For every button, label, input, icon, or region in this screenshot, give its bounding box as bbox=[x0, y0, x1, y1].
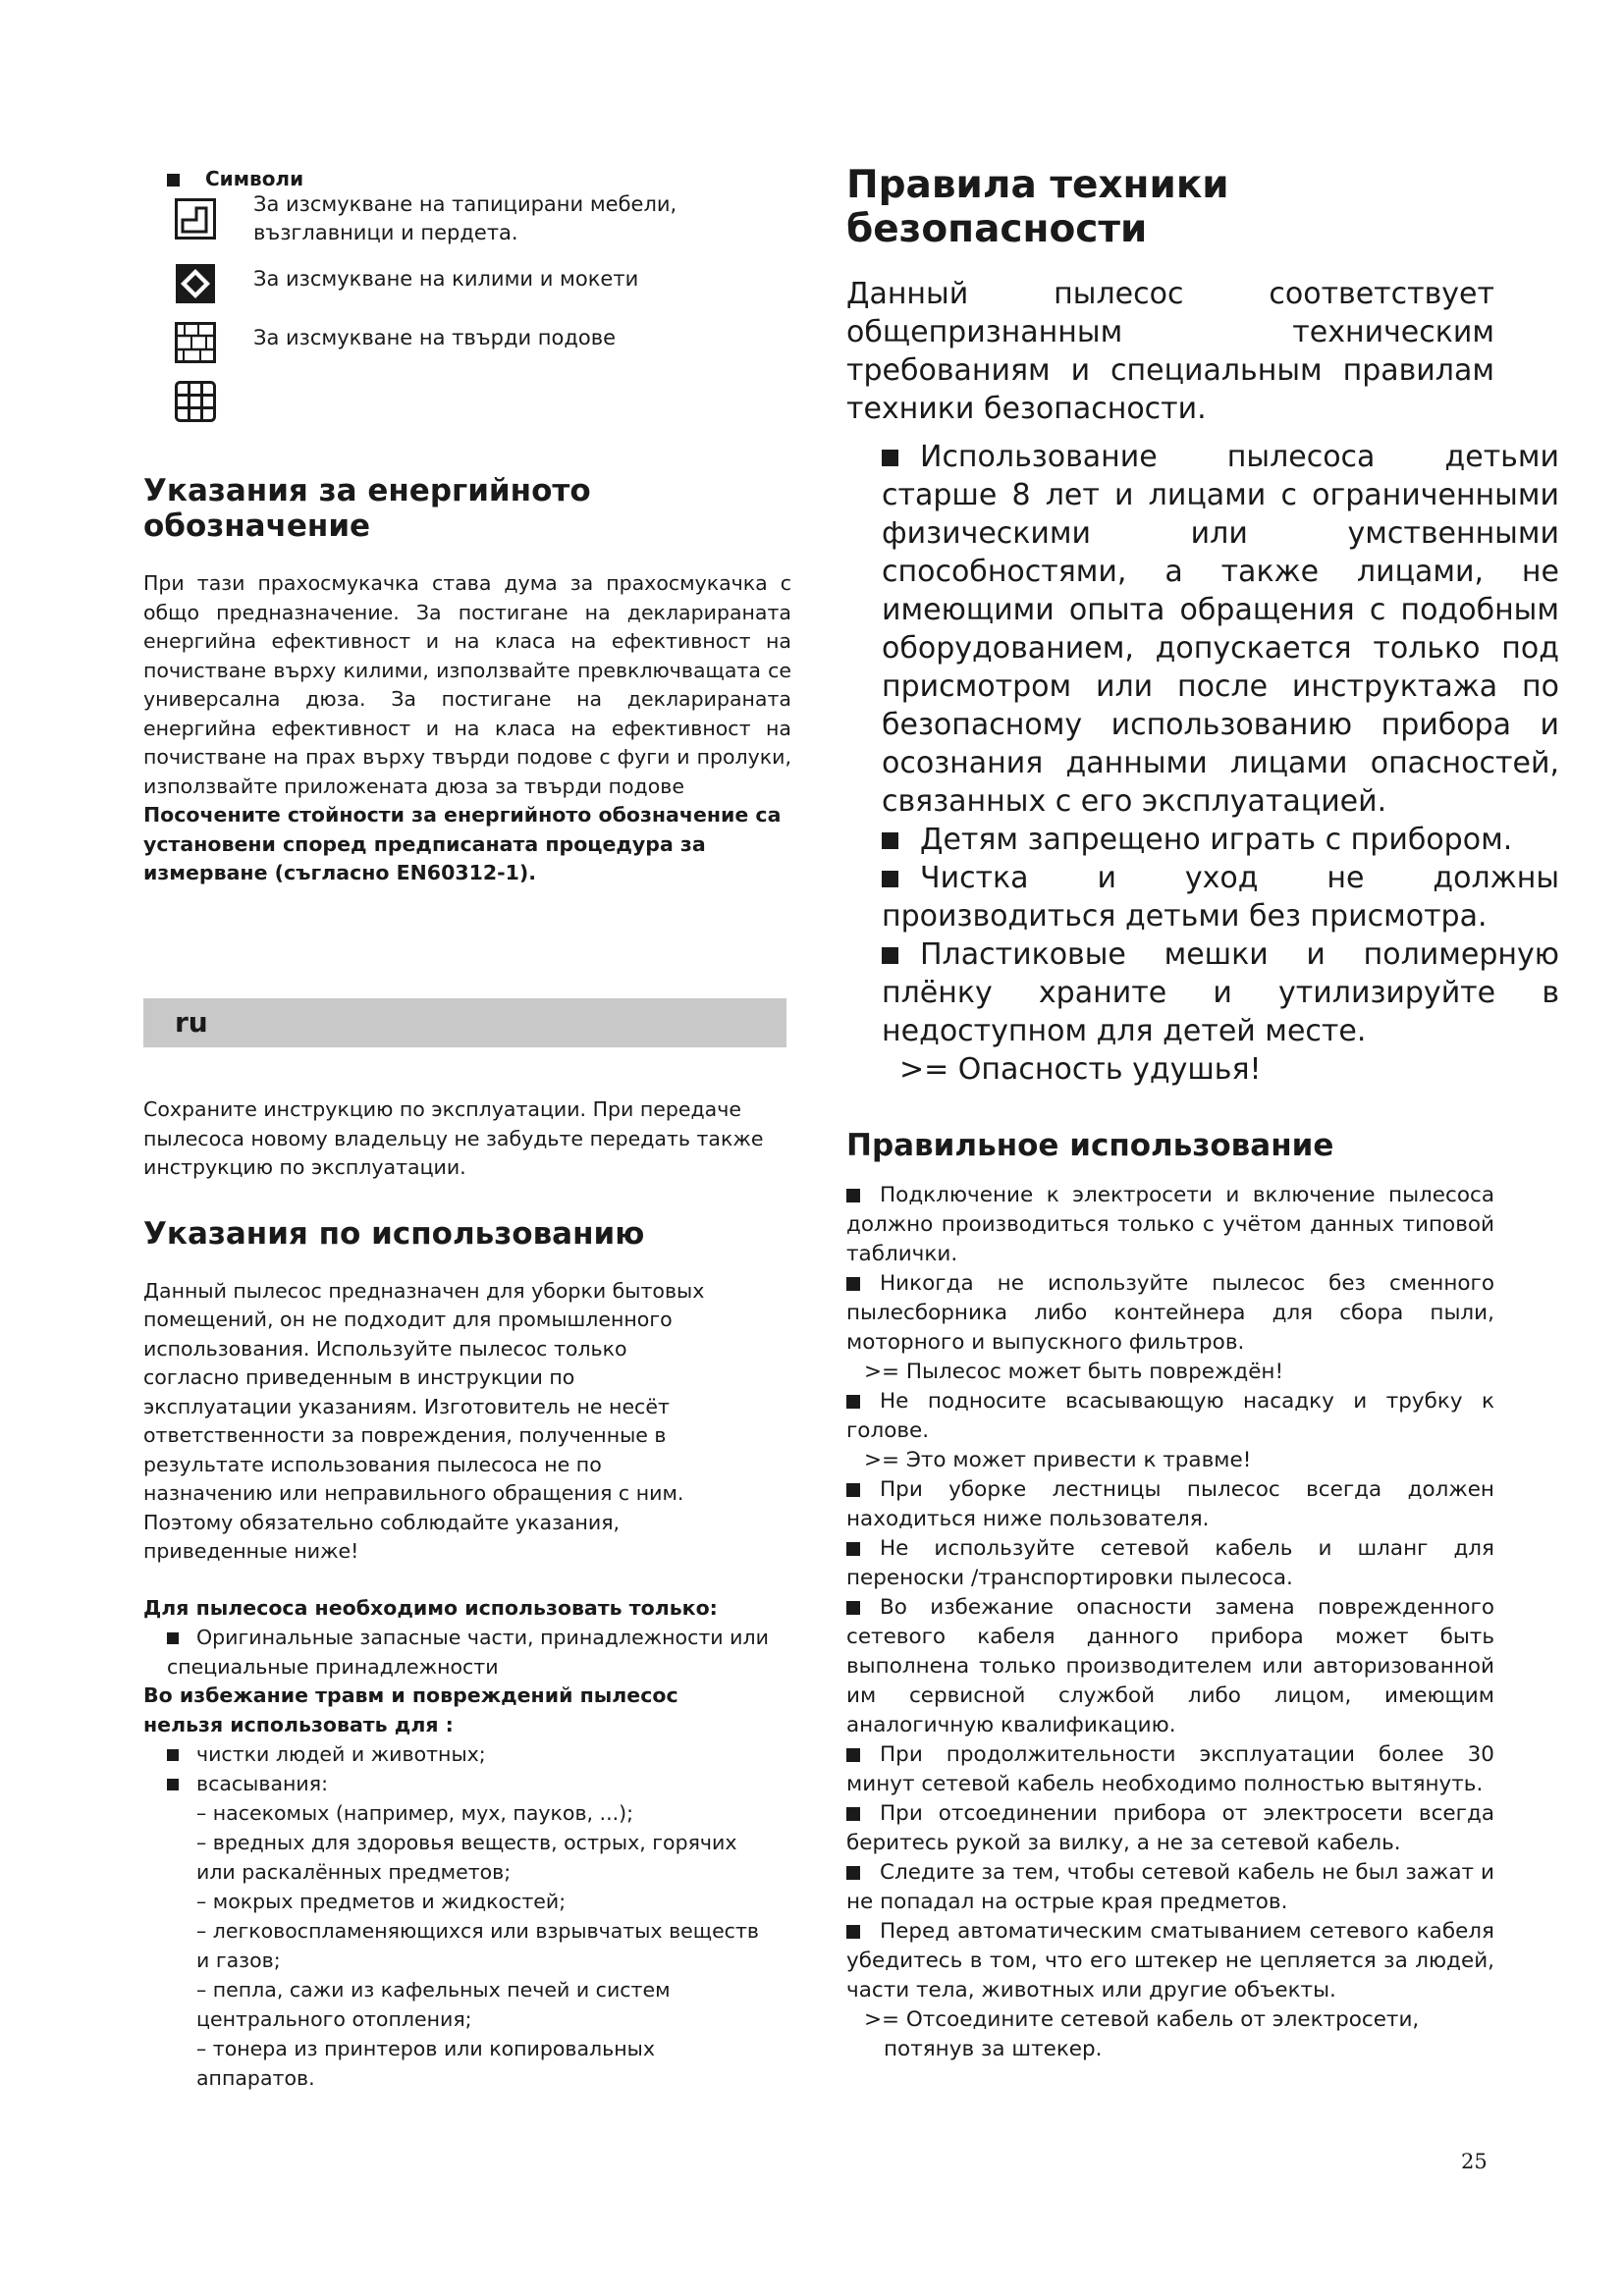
correct-use-heading: Правильное использование bbox=[846, 1128, 1334, 1163]
grid-icon bbox=[175, 381, 216, 422]
symbol-text: За изсмукване на твърди подове bbox=[253, 326, 617, 349]
left-column bbox=[143, 167, 791, 888]
correct-use-warning: >= Это может привести к травме! bbox=[864, 1448, 1252, 1472]
sub-item: – насекомых (например, мух, пауков, ...); bbox=[196, 1801, 634, 1825]
correct-use-list bbox=[846, 1181, 1494, 2064]
safety-children: Использование пылесоса детьми старше 8 лет и лицами с ограниченными физическими или умственными способностями, а также лицами, не имеющими опыта обращения с подобным оборудованием, допускается только под присмотром или после инструктажа по безопасному использованию прибора и осознания данными лицами опасностей, связанных с его эксплуатацией. bbox=[882, 440, 1559, 819]
bullet-square-icon bbox=[846, 1277, 860, 1291]
correct-use-item: Никогда не используйте пылесос без сменного пылесборника либо контейнера для сбора пыли, моторного и выпускного фильтров. bbox=[846, 1271, 1494, 1355]
language-bar bbox=[143, 998, 786, 1047]
sub-list bbox=[143, 1798, 766, 2093]
safety-intro: Данный пылесос соответствует общепризнанным техническим требованиям и специальным правилам техники безопасности. bbox=[846, 277, 1494, 426]
sub-item: – мокрых предметов и жидкостей; bbox=[196, 1890, 567, 1913]
bullet-square-icon bbox=[882, 947, 898, 964]
correct-use-item: Следите за тем, чтобы сетевой кабель не был зажат и не попадал на острые края предметов. bbox=[846, 1860, 1494, 1914]
safety-heading: Правила техники безопасности bbox=[846, 163, 1229, 251]
bullet-square-icon bbox=[167, 1632, 179, 1644]
sub-item: – легковоспламеняющихся или взрывчатых веществ и газов; bbox=[196, 1919, 759, 1972]
bullet-square-icon bbox=[882, 871, 898, 887]
symbol-text: За изсмукване на килими и мокети bbox=[253, 267, 639, 291]
left-column-ru bbox=[143, 1095, 791, 2093]
sub-item: – тонера из принтеров или копировальных аппаратов. bbox=[196, 2037, 655, 2090]
symbol-text: За изсмукване на тапицирани мебели, възглавници и пердета. bbox=[253, 192, 677, 244]
usage-body: Данный пылесос предназначен для уборки бытовых помещений, он не подходит для промышленного использования. Используйте пылесос только согласно приведенным в инструкции по эксплуатации указаниям. Изготовитель не несёт ответственности за повреждения, полученные в результате использования пылесоса не по назначению или неправильного обращения с ним. Поэтому обязательно соблюдайте указания, приведенные ниже! bbox=[143, 1278, 705, 1563]
only-item: Оригинальные запасные части, принадлежности или специальные принадлежности bbox=[167, 1626, 769, 1679]
symbols-title: Символи bbox=[167, 167, 791, 190]
correct-use-item: Подключение к электросети и включение пылесоса должно производиться только с учётом данных типовой таблички. bbox=[846, 1183, 1494, 1266]
symbol-row-carpet bbox=[143, 259, 791, 318]
sub-item: – вредных для здоровья веществ, острых, горячих или раскалённых предметов; bbox=[196, 1831, 737, 1884]
correct-use-warning: >= Отсоедините сетевой кабель от электросети, потянув за штекер. bbox=[864, 2007, 1420, 2061]
symbol-row-upholstery bbox=[143, 194, 791, 259]
energy-bold-note: Посочените стойности за енергийното обозначение са установени според предписаната процедура за измерване (съгласно EN60312-1). bbox=[143, 803, 782, 884]
safety-bags-warning: >= Опасность удушья! bbox=[899, 1052, 1262, 1087]
bullet-square-icon bbox=[846, 1483, 860, 1497]
avoid-title: Во избежание травм и повреждений пылесос нельзя использовать для : bbox=[143, 1683, 678, 1736]
bullet-square-icon bbox=[882, 832, 898, 849]
bullet-square-icon bbox=[846, 1601, 860, 1615]
correct-use-item: При уборке лестницы пылесос всегда должен находиться ниже пользователя. bbox=[846, 1477, 1494, 1531]
hard-floor-icon bbox=[175, 322, 216, 363]
avoid-item: всасывания: bbox=[143, 1769, 791, 1798]
upholstery-nozzle-icon bbox=[175, 198, 216, 240]
safety-play: Детям запрещено играть с прибором. bbox=[882, 821, 1559, 859]
bullet-square-icon bbox=[846, 1395, 860, 1409]
correct-use-warning: >= Пылесос может быть повреждён! bbox=[864, 1360, 1284, 1384]
correct-use-item: Перед автоматическим сматыванием сетевого кабеля убедитесь в том, что его штекер не цепляется за людей, части тела, животных или другие объекты. bbox=[846, 1919, 1494, 2002]
right-column bbox=[846, 163, 1559, 2064]
correct-use-item: При продолжительности эксплуатации более 30 минут сетевой кабель необходимо полностью вытянуть. bbox=[846, 1742, 1494, 1796]
bullet-square-icon bbox=[167, 1749, 179, 1761]
symbol-row-hard-floor bbox=[143, 318, 791, 377]
bullet-square-icon bbox=[882, 450, 898, 466]
keep-instructions: Сохраните инструкцию по эксплуатации. При передаче пылесоса новому владельцу не забудьте передать также инструкцию по эксплуатации. bbox=[143, 1097, 764, 1179]
usage-heading: Указания по использованию bbox=[143, 1215, 645, 1252]
safety-cleaning: Чистка и уход не должны производиться детьми без присмотра. bbox=[882, 861, 1559, 934]
energy-heading: Указания за енергийното обозначение bbox=[143, 473, 591, 544]
safety-bags: Пластиковые мешки и полимерную плёнку храните и утилизируйте в недоступном для детей месте. bbox=[882, 937, 1559, 1048]
bullet-square-icon bbox=[846, 1748, 860, 1762]
bullet-square-icon bbox=[167, 174, 180, 187]
bullet-square-icon bbox=[846, 1866, 860, 1880]
safety-bullets bbox=[846, 438, 1559, 1089]
correct-use-item: Не используйте сетевой кабель и шланг для переноски /транспортировки пылесоса. bbox=[846, 1536, 1494, 1590]
bullet-square-icon bbox=[167, 1779, 179, 1790]
sub-item: – пепла, сажи из кафельных печей и систем центрального отопления; bbox=[196, 1978, 671, 2031]
avoid-item: чистки людей и животных; bbox=[143, 1739, 791, 1769]
bullet-square-icon bbox=[846, 1807, 860, 1821]
symbol-row-grid bbox=[143, 377, 791, 446]
correct-use-item: Не подносите всасывающую насадку и трубку к голове. bbox=[846, 1389, 1494, 1443]
only-title: Для пылесоса необходимо использовать только: bbox=[143, 1595, 718, 1620]
bullet-square-icon bbox=[846, 1925, 860, 1939]
correct-use-item: При отсоединении прибора от электросети всегда беритесь рукой за вилку, а не за сетевой кабель. bbox=[846, 1801, 1494, 1855]
energy-body: При тази прахосмукачка става дума за прахосмукачка с общо предназначение. За постигане на декларираната енергийна ефективност и на класа на ефективност на почистване върху килими, използвайте превключващата се универсална дюза. За постигане на декларираната енергийна ефективност и на класа на ефективност на почистване на прах върху твърди подове с фуги и пролуки, използвайте приложената дюза за твърди подове bbox=[143, 571, 791, 798]
page-number: 25 bbox=[1461, 2150, 1488, 2173]
bullet-square-icon bbox=[846, 1542, 860, 1556]
correct-use-item: Во избежание опасности замена поврежденного сетевого кабеля данного прибора может быть выполнена только производителем или авторизованной им сервисной службой либо лицом, имеющим аналогичную квалификацию. bbox=[846, 1595, 1494, 1737]
carpet-icon bbox=[175, 263, 216, 304]
language-code: ru bbox=[175, 1006, 208, 1039]
bullet-square-icon bbox=[846, 1189, 860, 1202]
